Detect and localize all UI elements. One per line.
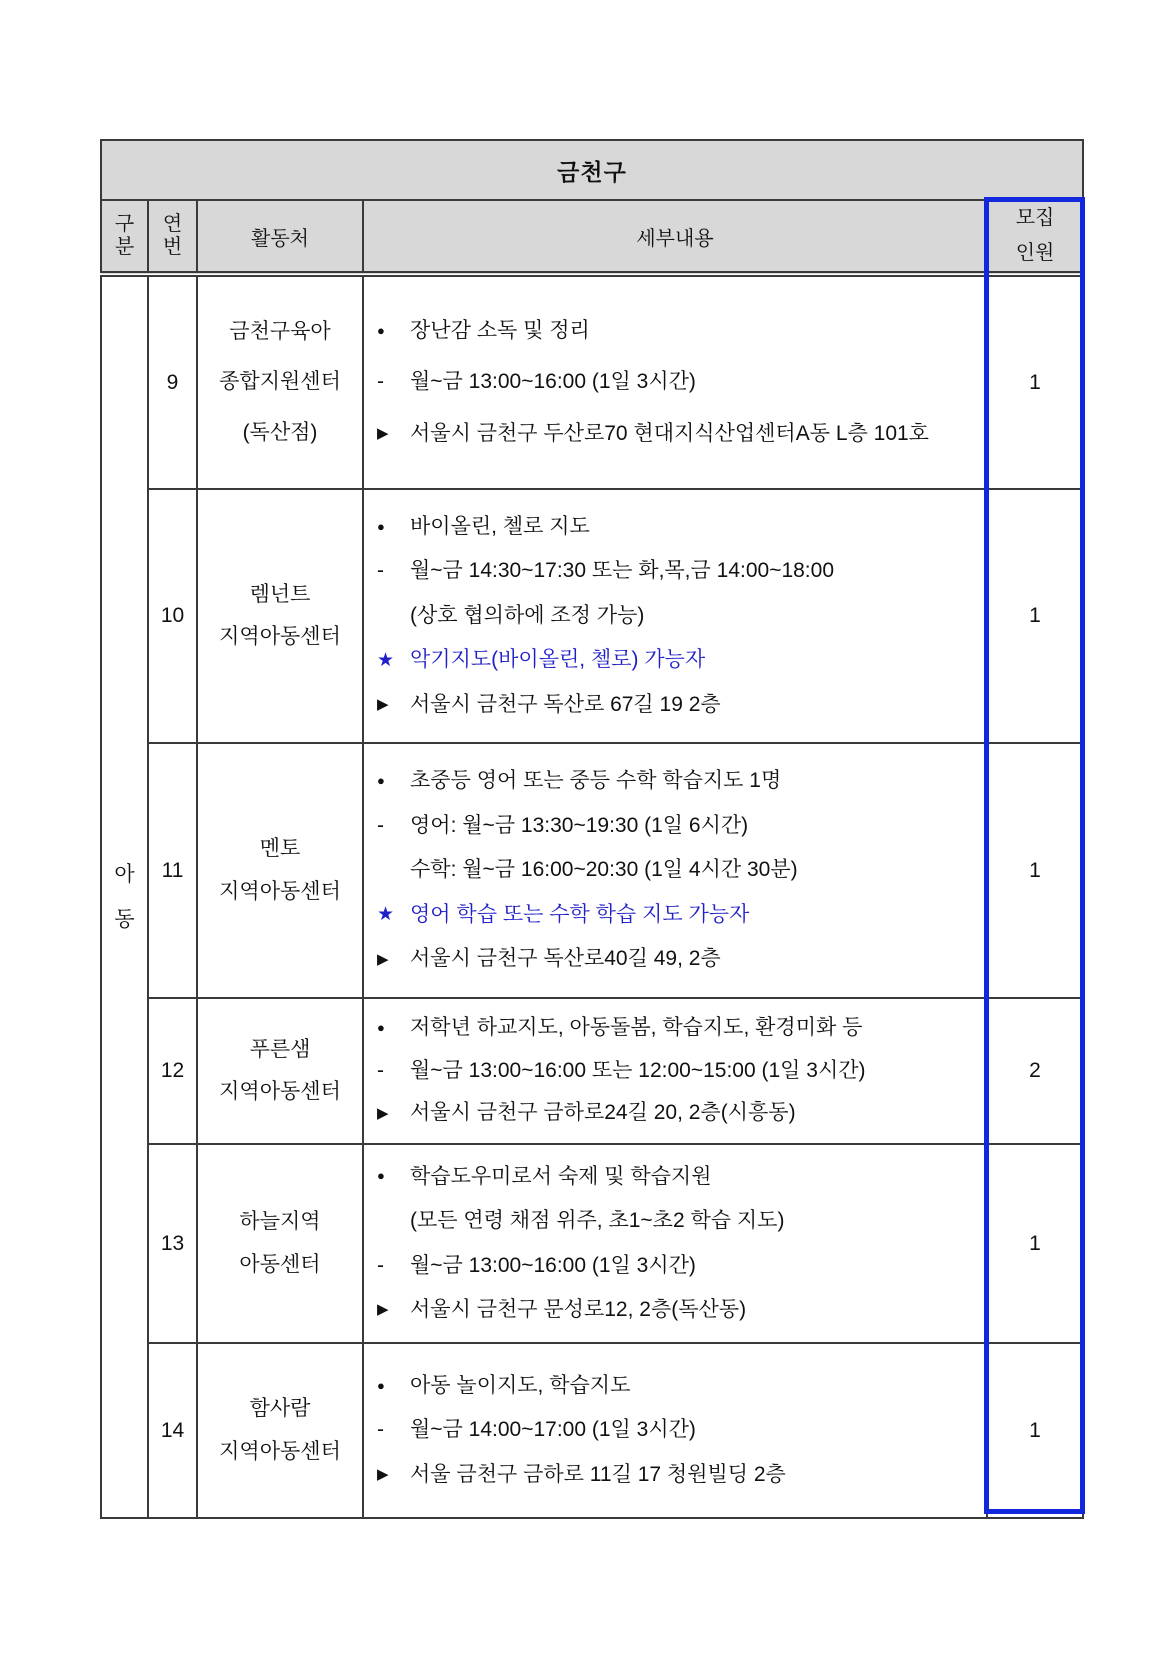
dash-icon: - bbox=[377, 370, 384, 394]
place-line: 지역아동센터 bbox=[219, 625, 341, 648]
detail-line bbox=[377, 944, 978, 974]
bullet-icon: ● bbox=[377, 322, 385, 338]
detail-line bbox=[377, 690, 978, 720]
place-line: 푸른샘 bbox=[249, 1037, 311, 1061]
detail-line bbox=[377, 811, 978, 841]
detail-text: 서울 금천구 금하로 11길 17 청원빌딩 2층 bbox=[410, 1462, 786, 1486]
bullet-icon: ● bbox=[377, 1020, 385, 1036]
place-line: 종합지원센터 bbox=[219, 370, 341, 394]
table-row bbox=[101, 998, 1083, 1144]
place-line: 아동센터 bbox=[239, 1252, 321, 1276]
detail-text: 서울시 금천구 독산로 67길 19 2층 bbox=[410, 692, 721, 716]
details-cell bbox=[363, 1343, 987, 1518]
detail-text: 장난감 소독 및 정리 bbox=[410, 318, 590, 342]
detail-line-requirement bbox=[377, 645, 978, 675]
detail-line bbox=[377, 1371, 978, 1401]
place-line: 지역아동센터 bbox=[219, 879, 341, 903]
dash-icon: - bbox=[377, 1253, 384, 1277]
col-header-category-line2: 분 bbox=[114, 236, 135, 258]
detail-text: 바이올린, 첼로 지도 bbox=[410, 514, 590, 538]
details-cell bbox=[363, 489, 987, 743]
detail-line bbox=[377, 1415, 978, 1445]
location-arrow-icon: ▶ bbox=[377, 1104, 389, 1122]
row-number: 13 bbox=[148, 1144, 197, 1343]
detail-text: (상호 협의하에 조정 가능) bbox=[410, 603, 645, 627]
place-cell bbox=[197, 1144, 363, 1343]
details-cell bbox=[363, 1144, 987, 1343]
location-arrow-icon: ▶ bbox=[377, 425, 389, 443]
col-header-category bbox=[101, 200, 148, 274]
detail-line bbox=[377, 1206, 978, 1236]
detail-line bbox=[377, 316, 978, 346]
detail-text: 월~금 13:00~16:00 (1일 3시간) bbox=[410, 1253, 696, 1277]
detail-line bbox=[377, 1251, 978, 1281]
category-cell bbox=[101, 274, 148, 1518]
location-arrow-icon: ▶ bbox=[377, 696, 389, 713]
star-icon: ★ bbox=[377, 904, 395, 926]
place-cell bbox=[197, 743, 363, 998]
place-line: 함사람 bbox=[249, 1397, 311, 1421]
table-row bbox=[101, 489, 1083, 743]
detail-text: (모든 연령 채점 위주, 초1~초2 학습 지도) bbox=[410, 1209, 785, 1233]
detail-line bbox=[377, 1460, 978, 1490]
detail-text: 초중등 영어 또는 중등 수학 학습지도 1명 bbox=[410, 769, 782, 793]
row-number: 10 bbox=[148, 489, 197, 743]
place-line: 렘넌트 bbox=[249, 582, 311, 606]
recruit-count: 1 bbox=[987, 489, 1083, 743]
location-arrow-icon: ▶ bbox=[377, 950, 389, 968]
recruit-count: 2 bbox=[987, 998, 1083, 1144]
detail-text: 학습도우미로서 숙제 및 학습지원 bbox=[410, 1164, 712, 1188]
detail-line-requirement bbox=[377, 900, 978, 930]
district-table bbox=[100, 139, 1084, 1519]
dash-icon: - bbox=[377, 1418, 384, 1442]
dash-icon: - bbox=[377, 1058, 384, 1082]
place-line: 지역아동센터 bbox=[219, 1080, 341, 1103]
table-row bbox=[101, 274, 1083, 489]
col-header-recruit-line1: 모집 bbox=[1015, 207, 1055, 229]
table-header-row bbox=[101, 200, 1083, 274]
details-cell bbox=[363, 274, 987, 489]
detail-line bbox=[377, 1056, 978, 1086]
category-label-line1: 아 bbox=[114, 862, 135, 886]
col-header-no-line1: 연 bbox=[162, 213, 183, 235]
place-line: 지역아동센터 bbox=[219, 1439, 341, 1463]
place-cell bbox=[197, 998, 363, 1144]
bullet-icon: ● bbox=[377, 773, 385, 789]
detail-line bbox=[377, 556, 978, 586]
detail-line bbox=[377, 367, 978, 397]
col-header-no bbox=[148, 200, 197, 274]
location-arrow-icon: ▶ bbox=[377, 1301, 389, 1319]
col-header-place: 활동처 bbox=[197, 200, 363, 274]
detail-text: 수학: 월~금 16:00~20:30 (1일 4시간 30분) bbox=[410, 858, 798, 882]
detail-text: 월~금 14:00~17:00 (1일 3시간) bbox=[410, 1418, 696, 1442]
detail-line bbox=[377, 1162, 978, 1192]
place-line: (독산점) bbox=[242, 420, 318, 444]
recruit-count: 1 bbox=[987, 743, 1083, 998]
detail-text: 영어 학습 또는 수학 학습 지도 가능자 bbox=[410, 902, 750, 926]
bullet-icon: ● bbox=[377, 1168, 385, 1184]
detail-text: 서울시 금천구 문성로12, 2층(독산동) bbox=[410, 1297, 747, 1321]
recruit-count: 1 bbox=[987, 1343, 1083, 1518]
dash-icon: - bbox=[377, 813, 384, 837]
detail-line bbox=[377, 419, 978, 449]
detail-line bbox=[377, 1295, 978, 1325]
recruit-count: 1 bbox=[987, 274, 1083, 489]
detail-text: 월~금 13:00~16:00 또는 12:00~15:00 (1일 3시간) bbox=[410, 1058, 866, 1082]
place-line: 하늘지역 bbox=[239, 1210, 321, 1234]
place-line: 멘토 bbox=[259, 837, 301, 861]
table-row bbox=[101, 1144, 1083, 1343]
col-header-recruit bbox=[987, 200, 1083, 274]
recruit-count: 1 bbox=[987, 1144, 1083, 1343]
detail-text: 서울시 금천구 두산로70 현대지식산업센터A동 L층 101호 bbox=[410, 421, 929, 445]
place-cell bbox=[197, 489, 363, 743]
row-number: 11 bbox=[148, 743, 197, 998]
row-number: 9 bbox=[148, 274, 197, 489]
bullet-icon: ● bbox=[377, 1377, 385, 1393]
detail-line bbox=[377, 766, 978, 796]
col-header-details: 세부내용 bbox=[363, 200, 987, 274]
dash-icon: - bbox=[377, 559, 384, 583]
detail-text: 월~금 13:00~16:00 (1일 3시간) bbox=[410, 370, 696, 394]
detail-text: 월~금 14:30~17:30 또는 화,목,금 14:00~18:00 bbox=[410, 559, 835, 583]
category-label-line2: 동 bbox=[114, 908, 135, 931]
detail-line bbox=[377, 1013, 978, 1043]
detail-text: 악기지도(바이올린, 첼로) 가능자 bbox=[410, 648, 706, 672]
detail-line bbox=[377, 1098, 978, 1128]
table-row bbox=[101, 1343, 1083, 1518]
detail-line bbox=[377, 512, 978, 542]
bullet-icon: ● bbox=[377, 518, 385, 534]
place-line: 금천구육아 bbox=[229, 319, 331, 343]
col-header-recruit-line2: 인원 bbox=[1015, 242, 1055, 264]
district-title: 금천구 bbox=[101, 140, 1083, 200]
detail-text: 아동 놀이지도, 학습지도 bbox=[410, 1373, 631, 1397]
detail-line bbox=[377, 601, 978, 631]
location-arrow-icon: ▶ bbox=[377, 1466, 389, 1484]
col-header-no-line2: 번 bbox=[162, 236, 183, 258]
district-table-wrapper bbox=[100, 139, 1084, 1519]
details-cell bbox=[363, 998, 987, 1144]
detail-text: 서울시 금천구 독산로40길 49, 2층 bbox=[410, 947, 721, 971]
row-number: 12 bbox=[148, 998, 197, 1144]
details-cell bbox=[363, 743, 987, 998]
row-number: 14 bbox=[148, 1343, 197, 1518]
detail-line bbox=[377, 855, 978, 885]
place-cell bbox=[197, 1343, 363, 1518]
star-icon: ★ bbox=[377, 649, 395, 671]
detail-text: 영어: 월~금 13:30~19:30 (1일 6시간) bbox=[410, 813, 749, 837]
table-row bbox=[101, 743, 1083, 998]
detail-text: 저학년 하교지도, 아동돌봄, 학습지도, 환경미화 등 bbox=[410, 1016, 863, 1040]
col-header-category-line1: 구 bbox=[114, 213, 135, 235]
detail-text: 서울시 금천구 금하로24길 20, 2층(시흥동) bbox=[410, 1101, 796, 1125]
table-title-row bbox=[101, 140, 1083, 200]
place-cell bbox=[197, 274, 363, 489]
